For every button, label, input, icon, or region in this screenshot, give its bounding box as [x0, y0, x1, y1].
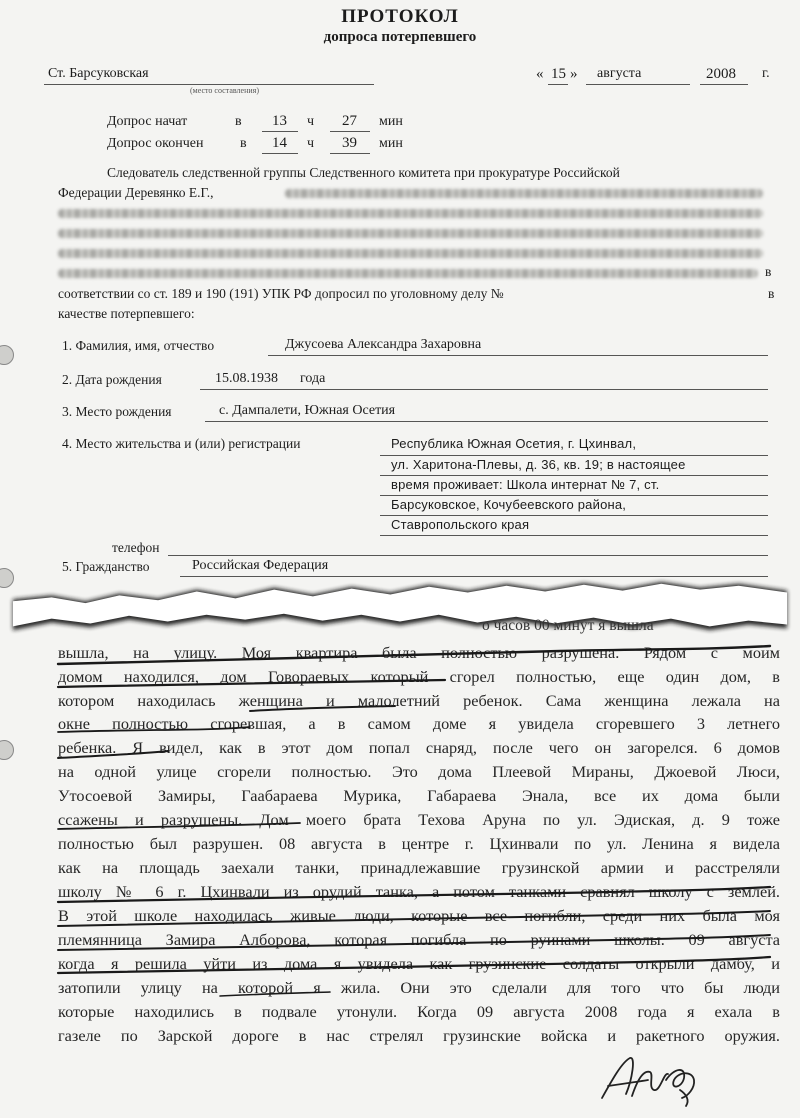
testimony-line: газеле по Зарской дороге в нас стрелял грузинские войска и ракетного оружия.: [58, 1026, 780, 1045]
field-2-value: 15.08.1938: [215, 371, 278, 386]
end-label: Допрос окончен: [107, 136, 204, 151]
testimony-line: ребенка. Я видел, как в этот дом попал снаряд, после чего он загорелся. 6 домов: [58, 738, 780, 757]
testimony-line: В этой школе находилась живые люди, которые все погибли, среди них была моя: [58, 906, 780, 925]
testimony-fragment: о часов 00 минут я вышла: [482, 617, 654, 634]
date-day: 15: [551, 66, 566, 82]
testimony-line: на одной улице сгорели полностью. Это дома Плеевой Мираны, Джоевой Люси,: [58, 762, 780, 781]
document-title: ПРОТОКОЛ: [341, 6, 459, 27]
testimony-line: как на площадь заехали танки, принадлежавшие грузинской армии и расстреляли: [58, 858, 780, 877]
testimony-line: котором находилась женщина и малолетний ребенок. Сама женщина лежала на: [58, 691, 780, 710]
field-1-label: 1. Фамилия, имя, отчество: [62, 338, 215, 353]
redacted-line: [58, 209, 763, 218]
field-5-value: Российская Федерация: [192, 558, 329, 573]
field-2-label: 2. Дата рождения: [62, 372, 162, 387]
field-4-label: 4. Место жительства и (или) регистрации: [62, 436, 301, 451]
start-hour-unit: ч: [307, 114, 315, 129]
date-open-quote: «: [536, 66, 544, 82]
field-4-line: ул. Харитона-Плевы, д. 36, кв. 19; в настоящее: [391, 457, 686, 472]
intro-basis: соответствии со ст. 189 и 190 (191) УПК РФ допросил по уголовному делу №: [58, 286, 504, 301]
field-4-line: время проживает: Школа интернат № 7, ст.: [391, 477, 660, 492]
testimony-line: полностью был разрушен. 08 августа в центре г. Цхинвали по ул. Ленина я видела: [58, 834, 780, 853]
field-4-line: Ставропольского края: [391, 517, 530, 532]
start-min-unit: мин: [379, 114, 403, 129]
date-close-quote: »: [570, 66, 578, 82]
end-hour-unit: ч: [307, 136, 315, 151]
end-prep: в: [240, 136, 247, 151]
punch-hole-icon: [0, 740, 14, 760]
field-4-line: Барсуковское, Кочубеевского района,: [391, 497, 627, 512]
field-4-line: Республика Южная Осетия, г. Цхинвал,: [391, 436, 637, 451]
testimony-line: Утосоевой Замиры, Гаабараева Мурика, Габараева Энала, все их дома были: [58, 786, 780, 805]
place-caption: (место составления): [190, 86, 259, 95]
date-suffix: г.: [762, 66, 770, 81]
start-prep: в: [235, 114, 242, 129]
testimony-line: вышла, на улицу. Моя квартира была полностью разрушена. Рядом с моим: [58, 643, 780, 662]
document-subtitle: допроса потерпевшего: [323, 29, 477, 45]
place-value: Ст. Барсуковская: [48, 66, 149, 81]
field-5-label: 5. Гражданство: [62, 559, 150, 574]
intro-v-2: в: [768, 286, 775, 301]
field-3-label: 3. Место рождения: [62, 404, 172, 419]
testimony-line: школу № 6 г. Цхинвали из орудий танка, а потом танками сравнял школу с землей.: [58, 882, 780, 901]
start-label: Допрос начат: [107, 114, 188, 129]
field-1-value: Джусоева Александра Захаровна: [285, 337, 482, 352]
end-hour: 14: [272, 135, 287, 151]
handwritten-signature-icon: [596, 1050, 706, 1110]
start-min: 27: [342, 113, 357, 129]
redacted-line: [58, 269, 758, 278]
testimony-line: когда я решила уйти из дома я увидела как грузинские солдаты открыли дамбу, и: [58, 954, 780, 973]
start-hour: 13: [272, 113, 287, 129]
field-3-value: с. Дампалети, Южная Осетия: [219, 403, 396, 418]
torn-paper-gap: [0, 578, 800, 638]
punch-hole-icon: [0, 345, 14, 365]
testimony-line: окне полностью сгоревшая, а в самом доме я увидела сгоревшего 3 летнего: [58, 714, 780, 733]
testimony-line: ссажены и разрушены. Дом моего брата Техова Аруна по ул. Эдиская, д. 9 тоже: [58, 810, 780, 829]
date-year: 2008: [706, 66, 736, 82]
phone-label: телефон: [112, 540, 160, 555]
redacted-line: [285, 189, 763, 198]
intro-line-2: Федерации Деревянко Е.Г.,: [58, 185, 214, 200]
field-2-suffix: года: [300, 371, 326, 386]
testimony-line: которые находились в подвале утонули. Когда 09 августа 2008 года я ехала в: [58, 1002, 780, 1021]
redacted-line: [58, 249, 763, 258]
date-month: августа: [597, 66, 642, 81]
testimony-line: племянница Замира Алборова, которая погибла по руинами школы. 09 августа: [58, 930, 780, 949]
testimony-line: затопили улицу на которой я жила. Они это сделали для того что бы люди: [58, 978, 780, 997]
end-min-unit: мин: [379, 136, 403, 151]
intro-line-1: Следователь следственной группы Следственного комитета при прокуратуре Российской: [107, 165, 620, 180]
redacted-line: [58, 229, 763, 238]
intro-quality: качестве потерпевшего:: [58, 306, 195, 321]
intro-v-1: в: [765, 264, 772, 279]
testimony-line: домом находился, дом Говораевых который сгорел полностью, еще один дом, в: [58, 667, 780, 686]
end-min: 39: [342, 135, 357, 151]
